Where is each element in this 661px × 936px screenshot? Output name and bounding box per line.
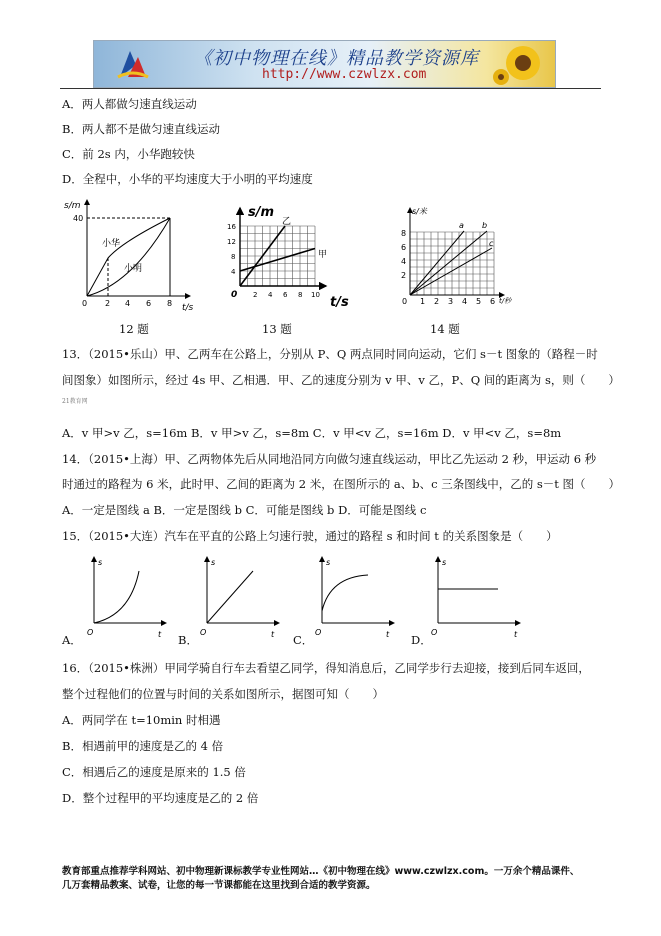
banner-title: 《初中物理在线》精品教学资源库 xyxy=(194,48,479,69)
tick-x4: 4 xyxy=(268,291,273,299)
graph-13 xyxy=(222,202,352,312)
label-c: c xyxy=(489,239,494,248)
q12-option-d: D．全程中，小华的平均速度大于小明的平均速度 xyxy=(62,172,313,186)
tick-x1: 1 xyxy=(420,297,426,306)
tick-x4: 4 xyxy=(125,299,131,308)
tick-4: 4 xyxy=(231,268,236,276)
label-b: b xyxy=(482,221,488,230)
q12-option-b: B．两人都不是做匀速直线运动 xyxy=(62,122,220,136)
tick-x6: 6 xyxy=(146,299,152,308)
caption-12: 12 题 xyxy=(119,322,149,336)
label-xiaohua: 小华 xyxy=(102,239,121,249)
tick-6: 6 xyxy=(401,243,407,252)
tick-x8: 8 xyxy=(298,291,303,299)
tick-8: 8 xyxy=(401,229,407,238)
xlabel: t/秒 xyxy=(499,297,512,305)
line-b xyxy=(207,571,253,623)
tick-x8: 8 xyxy=(167,299,173,308)
graph-12 xyxy=(62,196,202,316)
s-label: s xyxy=(98,558,103,567)
sunflower-icon xyxy=(493,43,549,85)
q16-option-a: A．两同学在 t=10min 时相遇 xyxy=(62,713,221,727)
caption-14: 14 题 xyxy=(430,322,460,336)
tick-4: 4 xyxy=(401,257,407,266)
q16-option-d: D．整个过程甲的平均速度是乙的 2 倍 xyxy=(62,791,259,805)
footer xyxy=(62,865,579,893)
q14-stem-line2: 时通过的路程为 6 米，此时甲、乙间的距离为 2 米，在图所示的 a、b、c 三条图线中，乙的 s－t 图（ ） xyxy=(62,477,621,491)
origin-label: O xyxy=(431,628,438,637)
tick-x3: 3 xyxy=(448,297,454,306)
q15-option-b: B． xyxy=(178,633,198,647)
tick-40: 40 xyxy=(73,214,84,223)
q15-option-d: D． xyxy=(411,633,432,647)
q15-stem: 15．（2015•大连）汽车在平直的公路上匀速行驶，通过的路程 s 和时间 t 的关系图象是（ ） xyxy=(62,529,558,543)
q15-graph-b xyxy=(197,553,287,641)
q15-option-c: C． xyxy=(293,633,314,647)
origin-label: O xyxy=(315,628,322,637)
tick-x6: 6 xyxy=(283,291,288,299)
curve-xiaohua xyxy=(87,218,170,296)
tick-x2: 2 xyxy=(434,297,440,306)
q15-graph-a xyxy=(84,553,174,641)
q16-stem-line2: 整个过程他们的位置与时间的关系如图所示，据图可知（ ） xyxy=(62,687,384,701)
caption-13: 13 题 xyxy=(262,322,292,336)
q15-option-a: A． xyxy=(62,633,82,647)
site-logo-icon xyxy=(116,47,150,81)
banner-url[interactable]: http://www.czwlzx.com xyxy=(262,67,427,82)
line-a xyxy=(410,231,464,295)
tick-x2: 2 xyxy=(253,291,258,299)
tick-x4: 4 xyxy=(462,297,468,306)
tick-12: 12 xyxy=(227,238,236,246)
label-jia: 甲 xyxy=(318,250,328,260)
line-xiaoming xyxy=(87,218,170,296)
tick-8: 8 xyxy=(231,253,236,261)
origin-label: O xyxy=(200,628,207,637)
label-yi: 乙 xyxy=(282,217,292,227)
ylabel: s/m xyxy=(64,201,81,211)
graph-14 xyxy=(392,200,522,310)
ylabel: s/m xyxy=(248,205,275,220)
t-label: t xyxy=(514,630,518,639)
curve-c xyxy=(322,575,368,611)
ylabel: s/米 xyxy=(412,207,427,216)
xlabel: t/s xyxy=(330,295,349,310)
tick-x10: 10 xyxy=(311,291,320,299)
footer-line1: 教育部重点推荐学科网站、初中物理新课标教学专业性网站…《初中物理在线》www.czwlzx.com。一万余个精品课件、 xyxy=(62,866,580,877)
t-label: t xyxy=(271,630,275,639)
q13-note: 21教育网 xyxy=(62,398,88,405)
q16-option-c: C．相遇后乙的速度是原来的 1.5 倍 xyxy=(62,765,246,779)
t-label: t xyxy=(158,630,162,639)
s-label: s xyxy=(326,558,331,567)
xlabel: t/s xyxy=(182,303,194,313)
tick-x0: 0 xyxy=(82,299,88,308)
tick-x0: 0 xyxy=(231,290,238,300)
q13-stem-line2: 间图象）如图所示，经过 4s 甲、乙相遇．甲、乙的速度分别为 v 甲、v 乙，P、Q 间的距离为 s，则（ ） xyxy=(62,373,620,387)
q15-graph-c xyxy=(312,553,402,641)
q16-stem-line1: 16．（2015•株洲）甲同学骑自行车去看望乙同学，得知消息后，乙同学步行去迎接，接到后同车返回， xyxy=(62,661,590,675)
tick-x6: 6 xyxy=(490,297,496,306)
tick-x2: 2 xyxy=(105,299,111,308)
origin-label: O xyxy=(87,628,94,637)
line-b xyxy=(410,231,487,295)
q13-stem-line1: 13．（2015•乐山）甲、乙两车在公路上，分别从 P、Q 两点同时同向运动，它们 s－t 图象的（路程－时 xyxy=(62,347,598,361)
header-banner xyxy=(93,40,556,88)
q13-options: A．v 甲>v 乙，s=16m B．v 甲>v 乙，s=8m C．v 甲<v 乙，s=16m D．v 甲<v 乙，s=8m xyxy=(62,426,562,440)
grid-14 xyxy=(410,232,494,295)
footer-line2: 几万套精品教案、试卷，让您的每一节课都能在这里找到合适的教学资源。 xyxy=(62,880,376,891)
curve-a xyxy=(94,571,139,623)
q12-option-c: C．前 2s 内，小华跑较快 xyxy=(62,147,195,161)
q14-options: A．一定是图线 a B．一定是图线 b C．可能是图线 b D．可能是图线 c xyxy=(62,503,427,517)
s-label: s xyxy=(442,558,447,567)
label-a: a xyxy=(459,221,464,230)
tick-x5: 5 xyxy=(476,297,482,306)
q12-option-a: A．两人都做匀速直线运动 xyxy=(62,97,197,111)
t-label: t xyxy=(386,630,390,639)
tick-16: 16 xyxy=(227,223,236,231)
label-xiaoming: 小明 xyxy=(124,264,143,274)
q14-stem-line1: 14．（2015•上海）甲、乙两物体先后从同地沿同方向做匀速直线运动，甲比乙先运动 2 秒，甲运动 6 秒 xyxy=(62,452,597,466)
header-rule xyxy=(60,88,601,89)
q15-graph-d xyxy=(428,553,528,641)
tick-2: 2 xyxy=(401,271,407,280)
q16-option-b: B．相遇前甲的速度是乙的 4 倍 xyxy=(62,739,224,753)
tick-x0: 0 xyxy=(402,297,408,306)
s-label: s xyxy=(211,558,216,567)
